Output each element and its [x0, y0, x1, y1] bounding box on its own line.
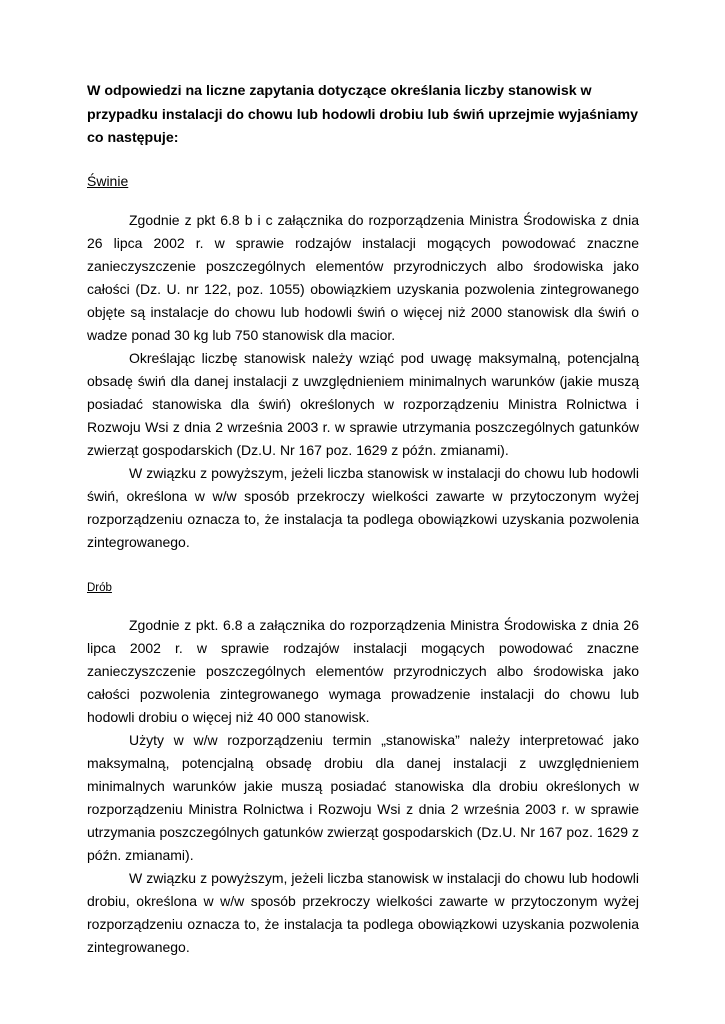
paragraph: W związku z powyższym, jeżeli liczba stanowisk w instalacji do chowu lub hodowli drobiu, określona w w/w sposób przekroczy wielkości zawarte w przytoczonym wyżej rozporządzeniu oznacza to, że instalacja ta podlega obowiązkowi uzyskania pozwolenia zintegrowanego. — [87, 869, 639, 955]
section-drob — [87, 580, 639, 959]
section-title-swinie: Świnie — [87, 172, 129, 189]
section-spacer — [87, 554, 639, 580]
section-title-drob: Drób — [87, 581, 112, 594]
paragraph: Zgodnie z pkt 6.8 b i c załącznika do rozporządzenia Ministra Środowiska z dnia 26 lipca 2002 r. w sprawie rodzajów instalacji mogących powodować znaczne zanieczyszczenie poszczególnych elementów przyrodniczych albo środowiska jako całości (Dz. U. nr 122, poz. 1055) obowiązkiem uzyskania pozwolenia zintegrowanego objęte są instalacje do chowu lub hodowli świń o więcej niż 2000 stanowisk dla świń o wadze ponad 30 kg lub 750 stanowisk dla macior. — [87, 211, 639, 343]
paragraph: Zgodnie z pkt. 6.8 a załącznika do rozporządzenia Ministra Środowiska z dnia 26 lipca 2002 r. w sprawie rodzajów instalacji mogących powodować znaczne zanieczyszczenie poszczególnych elementów przyrodniczych albo środowiska jako całości pozwolenia zintegrowanego wymaga prowadzenie instalacji do chowu lub hodowli drobiu o więcej niż 40 000 stanowisk. — [87, 616, 639, 725]
paragraph: W związku z powyższym, jeżeli liczba stanowisk w instalacji do chowu lub hodowli świń, określona w w/w sposób przekroczy wielkości zawarte w przytoczonym wyżej rozporządzeniu oznacza to, że instalacja ta podlega obowiązkowi uzyskania pozwolenia zintegrowanego. — [87, 464, 639, 550]
paragraph: Określając liczbę stanowisk należy wziąć pod uwagę maksymalną, potencjalną obsadę świń dla danej instalacji z uwzględnieniem minimalnych warunków (jakie muszą posiadać stanowiska dla świń) określonych w rozporządzeniu Ministra Rolnictwa i Rozwoju Wsi z dnia 2 września 2003 r. w sprawie utrzymania poszczególnych gatunków zwierząt gospodarskich (Dz.U. Nr 167 poz. 1629 z późn. zmianami). — [87, 349, 639, 458]
document-page — [87, 80, 639, 959]
section-swinie — [87, 170, 639, 554]
document-heading: W odpowiedzi na liczne zapytania dotyczące określania liczby stanowisk w przypadku instalacji do chowu lub hodowli drobiu lub świń uprzejmie wyjaśniamy co następuje: — [87, 83, 639, 146]
paragraph: Użyty w w/w rozporządzeniu termin „stanowiska” należy interpretować jako maksymalną, potencjalną obsadę drobiu dla danej instalacji z uwzględnieniem minimalnych warunków jakie muszą posiadać stanowiska dla drobiu określonych w rozporządzeniu Ministra Rolnictwa i Rozwoju Wsi z dnia 2 września 2003 r. w sprawie utrzymania poszczególnych gatunków zwierząt gospodarskich (Dz.U. Nr 167 poz. 1629 z późn. zmianami). — [87, 731, 639, 863]
